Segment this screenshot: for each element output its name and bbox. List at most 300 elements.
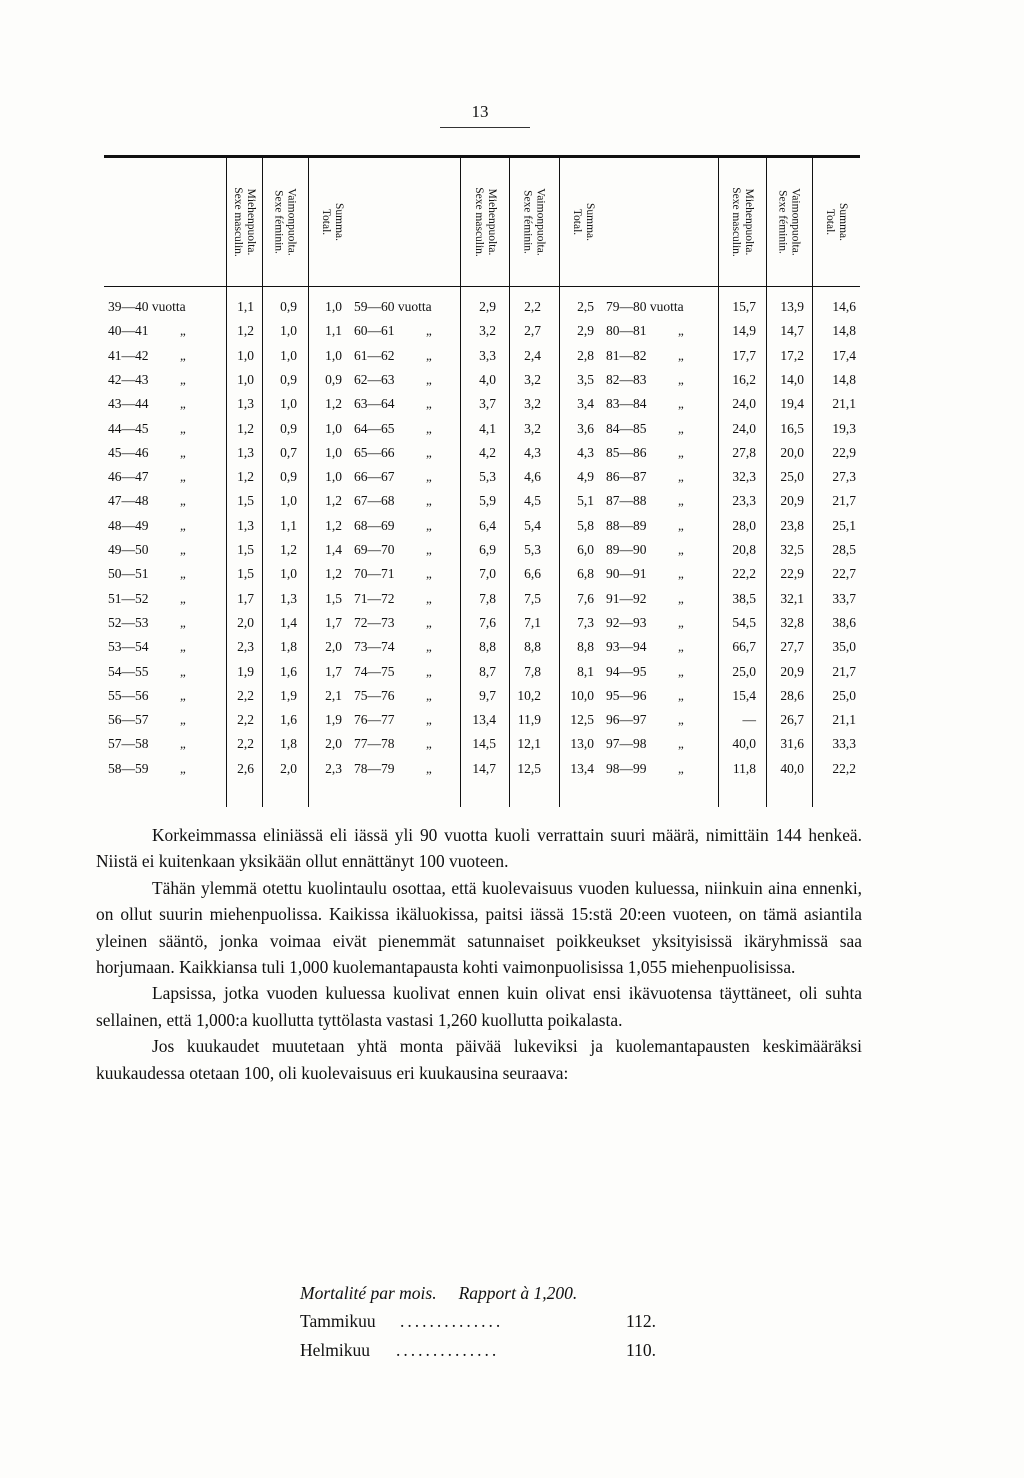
page-number-rule: [440, 127, 530, 128]
value-female: 23,8: [780, 517, 804, 533]
ditto-mark: „: [180, 614, 186, 630]
value-female: 0,9: [280, 420, 297, 436]
value-total: 5,8: [577, 517, 594, 533]
value-total: 1,2: [325, 566, 342, 582]
value-total: 33,3: [832, 736, 856, 752]
table-row: [104, 756, 860, 781]
ditto-mark: „: [426, 493, 432, 509]
age-range: 46—47: [108, 469, 149, 485]
value-total: 8,8: [577, 639, 594, 655]
value-male: 11,8: [732, 760, 756, 776]
column-header: [512, 160, 556, 284]
value-total: 28,5: [832, 542, 856, 557]
ditto-mark: „: [426, 469, 432, 485]
ditto-mark: „: [180, 566, 186, 582]
value-male: 15,4: [732, 687, 756, 703]
value-total: 1,0: [325, 420, 342, 436]
value-total: 1,0: [325, 347, 342, 363]
column-header: [720, 160, 764, 284]
age-range: 90—91: [606, 566, 647, 582]
age-range: 47—48: [108, 493, 149, 509]
value-male: 1,5: [237, 493, 254, 509]
ditto-mark: „: [180, 396, 186, 412]
value-total: 21,7: [832, 663, 856, 679]
table-row: [104, 634, 860, 659]
age-range: 91—92: [606, 590, 647, 606]
ditto-mark: „: [678, 590, 684, 606]
table-row: [104, 586, 860, 611]
age-range: 79—80 vuotta: [606, 299, 684, 314]
age-range: 64—65: [354, 420, 395, 436]
age-range: 95—96: [606, 687, 647, 703]
value-female: 0,9: [280, 299, 297, 314]
value-total: 21,1: [832, 396, 856, 412]
value-female: 3,2: [524, 396, 541, 412]
value-female: 32,8: [780, 614, 804, 630]
value-female: 1,9: [280, 687, 297, 703]
ditto-mark: „: [180, 639, 186, 655]
age-range: 48—49: [108, 517, 149, 533]
value-total: 2,9: [577, 323, 594, 339]
age-range: 93—94: [606, 639, 647, 655]
value-male: 2,9: [479, 299, 496, 314]
value-female: 32,1: [780, 590, 804, 606]
ditto-mark: „: [426, 517, 432, 533]
ditto-mark: „: [678, 396, 684, 412]
value-total: 14,6: [832, 299, 856, 314]
value-female: 28,6: [780, 687, 804, 703]
ditto-mark: „: [426, 614, 432, 630]
value-total: 2,8: [577, 347, 594, 363]
value-total: 13,4: [570, 760, 594, 776]
value-female: 1,8: [280, 736, 297, 752]
value-female: 12,5: [517, 760, 541, 776]
age-range: 75—76: [354, 687, 395, 703]
age-range: 61—62: [354, 347, 395, 363]
table-row: [104, 513, 860, 538]
value-male: 28,0: [732, 517, 756, 533]
value-total: 22,7: [832, 566, 856, 582]
value-female: 4,6: [524, 469, 541, 485]
ditto-mark: „: [678, 639, 684, 655]
age-range: 87—88: [606, 493, 647, 509]
value-total: 2,5: [577, 299, 594, 314]
value-total: 25,0: [832, 687, 856, 703]
ditto-mark: „: [426, 396, 432, 412]
value-male: 5,3: [479, 469, 496, 485]
ditto-mark: „: [426, 371, 432, 387]
value-total: 1,5: [325, 590, 342, 606]
value-female: 4,5: [524, 493, 541, 509]
value-female: 2,0: [280, 760, 297, 776]
value-male: 2,2: [237, 687, 254, 703]
value-male: 14,5: [472, 736, 496, 752]
value-total: 6,0: [577, 542, 594, 557]
value-female: 1,2: [280, 542, 297, 557]
value-total: 1,7: [325, 663, 342, 679]
value-total: 33,7: [832, 590, 856, 606]
ditto-mark: „: [678, 323, 684, 339]
value-female: 0,9: [280, 469, 297, 485]
value-male: 7,0: [479, 566, 496, 582]
age-range: 97—98: [606, 736, 647, 752]
value-male: 40,0: [732, 736, 756, 752]
age-range: 89—90: [606, 542, 647, 557]
ditto-mark: „: [426, 566, 432, 582]
value-female: 1,1: [280, 517, 297, 533]
value-total: 1,2: [325, 517, 342, 533]
age-range: 55—56: [108, 687, 149, 703]
value-male: 2,3: [237, 639, 254, 655]
ditto-mark: „: [180, 663, 186, 679]
ditto-mark: „: [180, 687, 186, 703]
age-range: 66—67: [354, 469, 395, 485]
value-male: 7,6: [479, 614, 496, 630]
value-female: 8,8: [524, 639, 541, 655]
value-total: 22,9: [832, 444, 856, 460]
age-range: 53—54: [108, 639, 149, 655]
value-total: 0,9: [325, 371, 342, 387]
value-male: 24,0: [732, 420, 756, 436]
ditto-mark: „: [678, 371, 684, 387]
age-range: 44—45: [108, 420, 149, 436]
value-male: 9,7: [479, 687, 496, 703]
value-total: 13,0: [570, 736, 594, 752]
ditto-mark: „: [678, 712, 684, 728]
age-range: 54—55: [108, 663, 149, 679]
leader-dots: ..............: [396, 1340, 500, 1360]
ditto-mark: „: [180, 736, 186, 752]
table-row: [104, 610, 860, 635]
value-total: 5,1: [577, 493, 594, 509]
value-female: 1,0: [280, 396, 297, 412]
age-range: 77—78: [354, 736, 395, 752]
column-header-text: Vaimonpuolta. Sexe féminin.: [273, 188, 298, 256]
value-female: 25,0: [780, 469, 804, 485]
ditto-mark: „: [678, 663, 684, 679]
value-female: 14,0: [780, 371, 804, 387]
value-male: 22,2: [732, 566, 756, 582]
value-female: 7,8: [524, 663, 541, 679]
month-row: [300, 1311, 656, 1339]
value-female: 13,9: [780, 299, 804, 314]
column-header-text: Miehenpuolta. Sexe masculin.: [472, 187, 498, 257]
value-male: 54,5: [732, 614, 756, 630]
value-male: 8,7: [479, 663, 496, 679]
age-range: 72—73: [354, 614, 395, 630]
value-male: 3,2: [479, 323, 496, 339]
value-female: 1,0: [280, 493, 297, 509]
value-female: 1,0: [280, 347, 297, 363]
ditto-mark: „: [678, 347, 684, 363]
value-male: 6,4: [479, 517, 496, 533]
value-total: 22,2: [832, 760, 856, 776]
value-male: 2,0: [237, 614, 254, 630]
month-name: Tammikuu: [300, 1311, 376, 1331]
ditto-mark: „: [180, 371, 186, 387]
ditto-mark: „: [426, 323, 432, 339]
table-row: [104, 683, 860, 708]
value-male: 2,2: [237, 736, 254, 752]
value-male: 1,3: [237, 517, 254, 533]
monthly-heading-right: Rapport à 1,200.: [458, 1283, 578, 1303]
ditto-mark: „: [180, 347, 186, 363]
ditto-mark: „: [678, 469, 684, 485]
column-header-text: Vaimonpuolta. Sexe féminin.: [522, 188, 547, 256]
value-total: 1,1: [325, 323, 342, 339]
table-row: [104, 464, 860, 489]
column-header-text: Summa. Total.: [823, 202, 849, 242]
ditto-mark: „: [180, 760, 186, 776]
value-female: 27,7: [780, 639, 804, 655]
table-row: [104, 561, 860, 586]
age-range: 40—41: [108, 323, 149, 339]
value-total: 25,1: [832, 517, 856, 533]
value-female: 0,9: [280, 371, 297, 387]
value-total: 3,6: [577, 420, 594, 436]
value-female: 40,0: [780, 760, 804, 776]
value-male: 38,5: [732, 590, 756, 606]
value-male: 1,0: [237, 347, 254, 363]
table-row: [104, 731, 860, 756]
table-row: [104, 391, 860, 416]
value-male: 1,2: [237, 420, 254, 436]
column-header: [561, 160, 605, 284]
ditto-mark: „: [180, 469, 186, 485]
value-male: 4,1: [479, 420, 496, 436]
value-male: 1,5: [237, 566, 254, 582]
table-row: [104, 537, 860, 562]
age-range: 98—99: [606, 760, 647, 776]
table-row: [104, 343, 860, 368]
age-range: 49—50: [108, 542, 149, 557]
age-range: 78—79: [354, 760, 395, 776]
ditto-mark: „: [180, 590, 186, 606]
paragraph: Lapsissa, jotka vuoden kuluessa kuolivat ennen kuin olivat ensi ikävuotensa täyttäneet, oli suhta sellainen, että 1,000:a kuollutta tyttölasta vastasi 1,260 kuollutta poikalasta.: [96, 983, 862, 1030]
table-row: [104, 440, 860, 465]
value-total: 3,5: [577, 371, 594, 387]
value-male: 25,0: [732, 663, 756, 679]
value-total: 1,0: [325, 444, 342, 460]
value-male: 3,7: [479, 396, 496, 412]
value-total: 38,6: [832, 614, 856, 630]
ditto-mark: „: [426, 687, 432, 703]
value-total: 1,2: [325, 396, 342, 412]
value-female: 3,2: [524, 371, 541, 387]
age-range: 82—83: [606, 371, 647, 387]
month-row: [300, 1340, 656, 1368]
value-female: 7,1: [524, 614, 541, 630]
table-row: [104, 488, 860, 513]
value-male: 20,8: [732, 542, 756, 557]
value-total: 35,0: [832, 639, 856, 655]
ditto-mark: „: [426, 590, 432, 606]
paragraph: Tähän ylemmä otettu kuolintaulu osottaa, että kuolevaisuus vuoden kuluessa, niinkuin aina ennenki, on ollut suurin miehenpuolissa. Kaikissa ikäluokissa, paitsi iässä 15:stä 20:een vuoteen, on tämä asiantila yleinen sääntö, jonka voimaa eivät pienemmät satunnaiset poikkeukset yksityisissä ikäryhmissä saa horjumaan. Kaikkiansa tuli 1,000 kuolemantapausta kohti vaimonpuolisissa 1,055 miehenpuolisissa.: [96, 877, 862, 978]
page-number: 13: [471, 102, 489, 121]
table-row: [104, 318, 860, 343]
column-header: [310, 160, 354, 284]
value-female: 32,5: [780, 542, 804, 557]
value-female: 2,7: [524, 323, 541, 339]
value-total: 2,1: [325, 687, 342, 703]
value-total: 1,9: [325, 712, 342, 728]
age-range: 62—63: [354, 371, 395, 387]
value-total: 17,4: [832, 347, 856, 363]
value-female: 7,5: [524, 590, 541, 606]
value-total: 14,8: [832, 323, 856, 339]
column-header: [263, 160, 307, 284]
value-female: 17,2: [780, 347, 804, 363]
age-range: 59—60 vuotta: [354, 299, 432, 314]
table-header-rule: [104, 286, 860, 287]
value-total: 1,2: [325, 493, 342, 509]
monthly-heading: [300, 1283, 577, 1304]
value-female: 1,3: [280, 590, 297, 606]
body-text: [96, 822, 862, 1086]
value-female: 1,0: [280, 566, 297, 582]
value-female: 20,9: [780, 663, 804, 679]
age-range: 76—77: [354, 712, 395, 728]
column-header-text: Miehenpuolta. Sexe masculin.: [232, 187, 257, 257]
paragraph: Jos kuukaudet muutetaan yhtä monta päivää lukeviksi ja kuolemantapausten keskimääräksi kuukaudessa otetaan 100, oli kuolevaisuus eri kuukausina seuraava:: [96, 1036, 862, 1083]
value-male: 1,1: [237, 299, 254, 314]
age-range: 80—81: [606, 323, 647, 339]
value-male: 14,9: [732, 323, 756, 339]
value-male: 4,2: [479, 444, 496, 460]
value-female: 1,6: [280, 712, 297, 728]
ditto-mark: „: [678, 542, 684, 557]
value-total: 6,8: [577, 566, 594, 582]
value-total: 8,1: [577, 663, 594, 679]
value-total: 7,3: [577, 614, 594, 630]
column-header-text: Summa. Total.: [570, 202, 596, 242]
value-total: 3,4: [577, 396, 594, 412]
value-male: 1,9: [237, 663, 254, 679]
age-range: 83—84: [606, 396, 647, 412]
value-male: 1,3: [237, 396, 254, 412]
ditto-mark: „: [678, 493, 684, 509]
value-male: 8,8: [479, 639, 496, 655]
table-row: [104, 367, 860, 392]
value-female: 1,6: [280, 663, 297, 679]
value-total: 1,0: [325, 469, 342, 485]
value-total: 14,8: [832, 371, 856, 387]
value-total: 21,1: [832, 712, 856, 728]
value-total: 10,0: [570, 687, 594, 703]
table-top-rule: [104, 155, 860, 158]
table-row: [104, 294, 860, 319]
column-header: [463, 160, 507, 284]
value-female: 2,2: [524, 299, 541, 314]
value-female: 1,4: [280, 614, 297, 630]
column-header-text: Miehenpuolta. Sexe masculin.: [730, 187, 755, 257]
value-female: 3,2: [524, 420, 541, 436]
age-range: 65—66: [354, 444, 395, 460]
ditto-mark: „: [426, 420, 432, 436]
age-range: 85—86: [606, 444, 647, 460]
value-female: 12,1: [517, 736, 541, 752]
ditto-mark: „: [426, 444, 432, 460]
column-header-text: Vaimonpuolta. Sexe féminin.: [777, 188, 802, 256]
value-female: 19,4: [780, 396, 804, 412]
value-female: 0,7: [280, 444, 297, 460]
ditto-mark: „: [180, 517, 186, 533]
age-range: 84—85: [606, 420, 647, 436]
value-male: 6,9: [479, 542, 496, 557]
value-female: 10,2: [517, 687, 541, 703]
value-female: 4,3: [524, 444, 541, 460]
value-female: 26,7: [780, 712, 804, 728]
value-male: 1,0: [237, 371, 254, 387]
value-male: 14,7: [472, 760, 496, 776]
value-total: 4,9: [577, 469, 594, 485]
value-male: 66,7: [732, 639, 756, 655]
value-male: 1,3: [237, 444, 254, 460]
age-range: 39—40 vuotta: [108, 299, 186, 314]
table-row: [104, 416, 860, 441]
age-range: 42—43: [108, 371, 149, 387]
value-male: 5,9: [479, 493, 496, 509]
ditto-mark: „: [678, 517, 684, 533]
value-male: 24,0: [732, 396, 756, 412]
column-header: [222, 160, 266, 284]
ditto-mark: „: [426, 347, 432, 363]
ditto-mark: „: [426, 542, 432, 557]
value-male: 3,3: [479, 347, 496, 363]
value-male: 15,7: [732, 299, 756, 314]
value-female: 1,8: [280, 639, 297, 655]
ditto-mark: „: [426, 760, 432, 776]
value-total: 2,0: [325, 736, 342, 752]
value-male: 16,2: [732, 371, 756, 387]
age-range: 43—44: [108, 396, 149, 412]
ditto-mark: „: [180, 542, 186, 557]
age-range: 94—95: [606, 663, 647, 679]
value-female: 22,9: [780, 566, 804, 582]
age-range: 96—97: [606, 712, 647, 728]
ditto-mark: „: [426, 712, 432, 728]
value-male: 32,3: [732, 469, 756, 485]
value-female: 6,6: [524, 566, 541, 582]
ditto-mark: „: [678, 687, 684, 703]
value-male: 7,8: [479, 590, 496, 606]
ditto-mark: „: [426, 663, 432, 679]
month-value: 110.: [626, 1340, 656, 1360]
value-total: 7,6: [577, 590, 594, 606]
age-range: 70—71: [354, 566, 395, 582]
ditto-mark: „: [180, 712, 186, 728]
age-range: 67—68: [354, 493, 395, 509]
age-range: 50—51: [108, 566, 149, 582]
age-range: 58—59: [108, 760, 149, 776]
value-male: 2,6: [237, 760, 254, 776]
value-total: 21,7: [832, 493, 856, 509]
value-male: —: [742, 712, 756, 728]
column-header: [814, 160, 858, 284]
value-male: 1,2: [237, 323, 254, 339]
value-total: 1,7: [325, 614, 342, 630]
value-total: 1,4: [325, 542, 342, 557]
monthly-heading-left: Mortalité par mois.: [300, 1283, 437, 1303]
month-value: 112.: [626, 1311, 656, 1331]
value-male: 23,3: [732, 493, 756, 509]
value-total: 2,3: [325, 760, 342, 776]
value-total: 12,5: [570, 712, 594, 728]
ditto-mark: „: [426, 639, 432, 655]
value-male: 1,2: [237, 469, 254, 485]
value-female: 31,6: [780, 736, 804, 752]
age-range: 41—42: [108, 347, 149, 363]
